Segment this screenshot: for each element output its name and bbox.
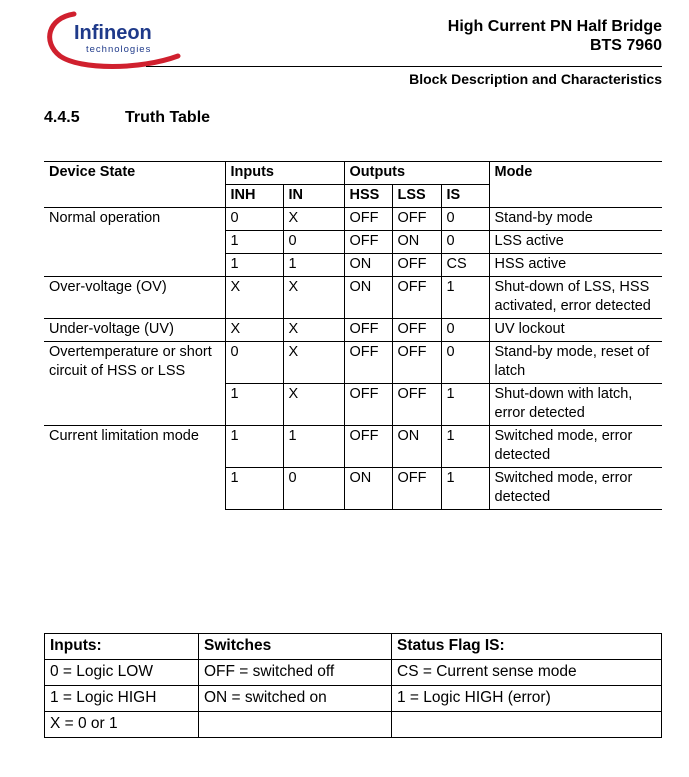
hss-cell: ON (344, 254, 392, 277)
lss-cell: OFF (392, 384, 441, 426)
in-cell: X (283, 277, 344, 319)
is-cell: 0 (441, 342, 489, 384)
legend-cell: 0 = Logic LOW (45, 660, 199, 686)
is-cell: 1 (441, 384, 489, 426)
is-cell: CS (441, 254, 489, 277)
device-state-cell: Over-voltage (OV) (44, 277, 225, 319)
lss-cell: OFF (392, 342, 441, 384)
legend-cell (199, 712, 392, 738)
hss-cell: ON (344, 277, 392, 319)
is-cell: 0 (441, 208, 489, 231)
document-title-line2: BTS 7960 (589, 37, 662, 54)
mode-cell: LSS active (489, 231, 662, 254)
header-rule (146, 66, 662, 67)
device-state-cell: Current limitation mode (44, 426, 225, 510)
inh-cell: 0 (225, 342, 283, 384)
hss-cell: OFF (344, 342, 392, 384)
mode-cell: Shut-down with latch, error detected (489, 384, 662, 426)
inh-cell: 1 (225, 384, 283, 426)
in-cell: X (283, 342, 344, 384)
header-is: IS (441, 185, 489, 208)
table-row (44, 426, 662, 468)
lss-cell: OFF (392, 468, 441, 510)
lss-cell: OFF (392, 277, 441, 319)
header-mode: Mode (489, 162, 662, 208)
device-state-cell: Overtemperature or short circuit of HSS or LSS (44, 342, 225, 426)
legend-cell: 1 = Logic HIGH (45, 686, 199, 712)
in-cell: X (283, 208, 344, 231)
mode-cell: HSS active (489, 254, 662, 277)
header-lss: LSS (392, 185, 441, 208)
legend-row (45, 712, 662, 738)
mode-cell: Stand-by mode, reset of latch (489, 342, 662, 384)
hss-cell: OFF (344, 319, 392, 342)
mode-cell: UV lockout (489, 319, 662, 342)
inh-cell: X (225, 277, 283, 319)
device-state-cell: Normal operation (44, 208, 225, 277)
mode-cell: Switched mode, error detected (489, 468, 662, 510)
mode-cell: Stand-by mode (489, 208, 662, 231)
section-title: Truth Table (125, 109, 211, 126)
mode-cell: Switched mode, error detected (489, 426, 662, 468)
hss-cell: OFF (344, 208, 392, 231)
table-row (44, 208, 662, 231)
inh-cell: 1 (225, 468, 283, 510)
lss-cell: ON (392, 231, 441, 254)
header-outputs: Outputs (344, 162, 489, 185)
lss-cell: OFF (392, 254, 441, 277)
infineon-logo (40, 8, 190, 74)
is-cell: 1 (441, 426, 489, 468)
in-cell: 1 (283, 254, 344, 277)
header-device-state: Device State (44, 162, 225, 208)
inh-cell: 0 (225, 208, 283, 231)
is-cell: 1 (441, 468, 489, 510)
header-hss: HSS (344, 185, 392, 208)
logo-subtext: technologies (86, 44, 152, 55)
document-title (448, 17, 662, 55)
mode-cell: Shut-down of LSS, HSS activated, error detected (489, 277, 662, 319)
legend-table (44, 633, 662, 738)
table-row (44, 319, 662, 342)
legend-row (45, 660, 662, 686)
legend-cell (392, 712, 662, 738)
lss-cell: ON (392, 426, 441, 468)
legend-header-status-flag: Status Flag IS: (392, 634, 662, 660)
hss-cell: OFF (344, 426, 392, 468)
hss-cell: OFF (344, 384, 392, 426)
header-inh: INH (225, 185, 283, 208)
is-cell: 0 (441, 319, 489, 342)
table-row (44, 277, 662, 319)
document-title-line1: High Current PN Half Bridge (447, 18, 662, 35)
legend-header-inputs: Inputs: (45, 634, 199, 660)
inh-cell: 1 (225, 254, 283, 277)
is-cell: 1 (441, 277, 489, 319)
legend-cell: CS = Current sense mode (392, 660, 662, 686)
inh-cell: 1 (225, 426, 283, 468)
legend-cell: ON = switched on (199, 686, 392, 712)
header-in: IN (283, 185, 344, 208)
hss-cell: OFF (344, 231, 392, 254)
lss-cell: OFF (392, 208, 441, 231)
inh-cell: X (225, 319, 283, 342)
in-cell: 0 (283, 231, 344, 254)
section-description: Block Description and Characteristics (409, 71, 662, 87)
in-cell: 1 (283, 426, 344, 468)
in-cell: X (283, 384, 344, 426)
lss-cell: OFF (392, 319, 441, 342)
is-cell: 0 (441, 231, 489, 254)
legend-header-switches: Switches (199, 634, 392, 660)
legend-cell: OFF = switched off (199, 660, 392, 686)
table-row (44, 342, 662, 384)
legend-row (45, 686, 662, 712)
device-state-cell: Under-voltage (UV) (44, 319, 225, 342)
truth-table (44, 161, 662, 510)
in-cell: 0 (283, 468, 344, 510)
inh-cell: 1 (225, 231, 283, 254)
header-inputs: Inputs (225, 162, 344, 185)
legend-cell: X = 0 or 1 (45, 712, 199, 738)
table-header-row (44, 162, 662, 185)
logo-text: Infineon (74, 22, 152, 44)
section-number: 4.4.5 (44, 109, 80, 126)
hss-cell: ON (344, 468, 392, 510)
legend-header-row (45, 634, 662, 660)
legend-cell: 1 = Logic HIGH (error) (392, 686, 662, 712)
in-cell: X (283, 319, 344, 342)
